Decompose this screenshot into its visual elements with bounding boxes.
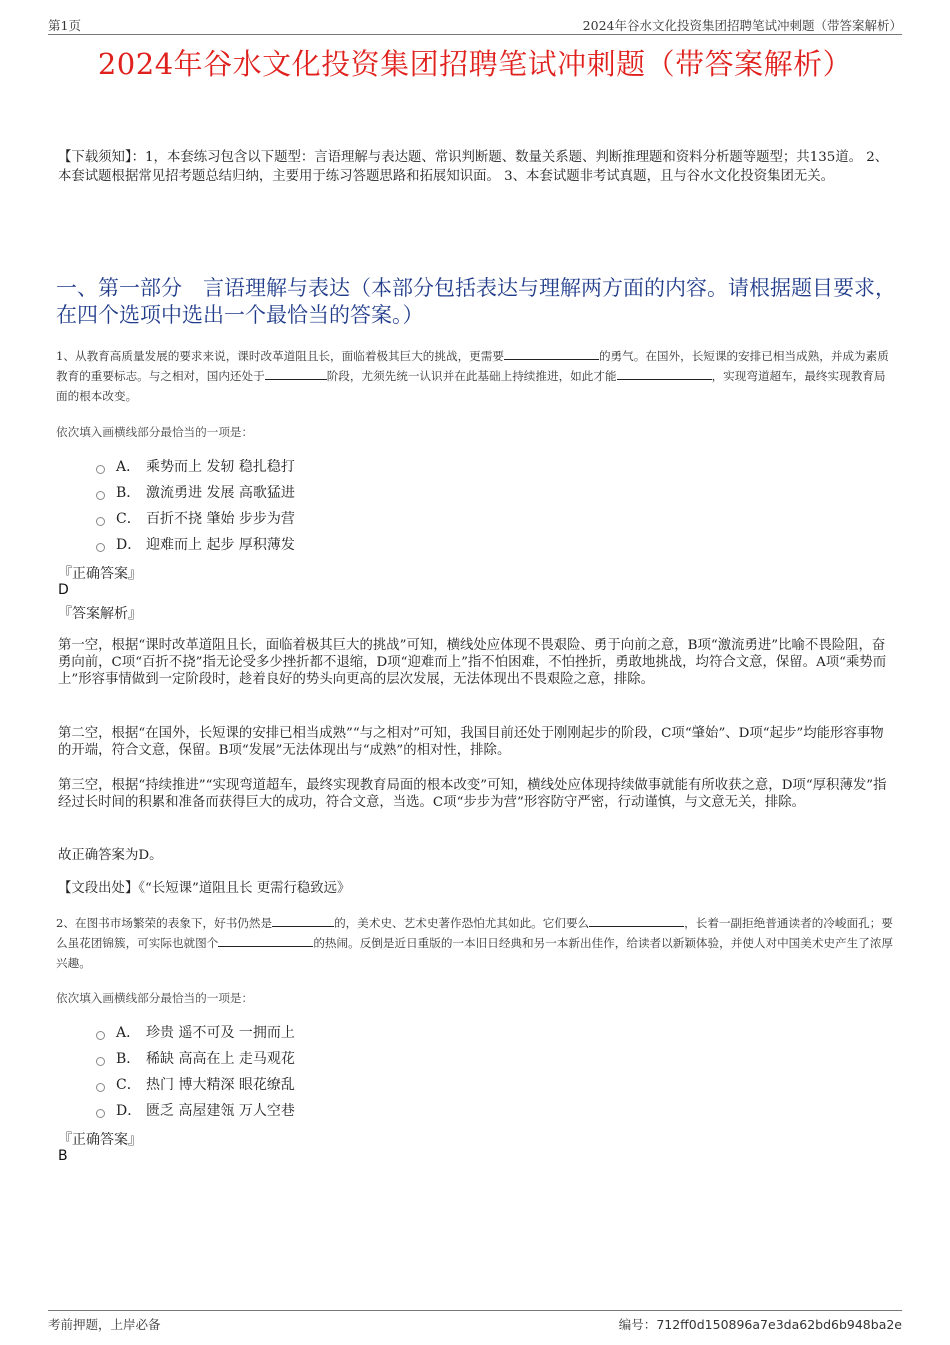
footer-code-value: 712ff0d150896a7e3da62bd6b948ba2e	[656, 1317, 902, 1332]
q1-blank-1	[504, 347, 599, 360]
option-letter: B．	[116, 485, 141, 501]
q1-options	[96, 453, 295, 557]
q1-analysis-label: 『答案解析』	[58, 606, 142, 622]
option-text: 百折不挠 肇始 步步为营	[146, 511, 295, 527]
option-text: 迎难而上 起步 厚积薄发	[146, 537, 295, 553]
q1-option-b[interactable]	[96, 479, 295, 505]
q1-stem-part-c: 阶段，尤须先统一认识并在此基础上持续推进，如此才能	[326, 369, 617, 383]
q2-stem-part-d: 的热闹。反倒是近日重版的一本旧日经典和另一本新出佳作，给读者以新颖体验，并使人对中国美术史产生了浓厚兴趣。	[56, 936, 894, 970]
q2-blank-1	[272, 914, 334, 927]
option-letter: A．	[116, 1025, 141, 1041]
q1-source: 【文段出处】《“长短课”道阻且长 更需行稳致远》	[58, 881, 351, 896]
q2-answer: B	[58, 1148, 68, 1164]
option-letter: C．	[116, 1077, 141, 1093]
q1-analysis-paragraph-3: 第三空，根据“持续推进”“实现弯道超车，最终实现教育局面的根本改变”可知，横线处应体现持续做事就能有所收获之意，D项“厚积薄发”指经过长时间的积累和准备而获得巨大的成功，符合文意，当选。C项“步步为营”形容防守严密，行动谨慎，与文意无关，排除。	[58, 778, 887, 810]
q1-analysis-paragraph-1: 第一空，根据“课时改革道阻且长，面临着极其巨大的挑战”可知，横线处应体现不畏艰险、勇于向前之意，B项“激流勇进”比喻不畏险阻，奋勇向前，C项“百折不挠”指无论受多少挫折都不退缩，D项“迎难而上”指不怕困难，不怕挫折，勇敢地挑战，均符合文意，保留。A项“乘势而上”形容事情做到一定阶段时，趁着良好的势头向更高的层次发展，无法体现出不畏艰险之意，排除。	[58, 638, 887, 687]
radio-icon[interactable]	[96, 1031, 105, 1040]
document-title: 2024年谷水文化投资集团招聘笔试冲刺题（带答案解析）	[97, 47, 853, 81]
q2-option-a[interactable]	[96, 1019, 295, 1045]
q1-stem-part-a: 1、从教育高质量发展的要求来说，课时改革道阻且长，面临着极其巨大的挑战，更需要	[56, 349, 504, 363]
radio-icon[interactable]	[96, 1057, 105, 1066]
q1-option-a[interactable]	[96, 453, 295, 479]
option-text: 热门 博大精深 眼花缭乱	[146, 1077, 295, 1093]
q2-options	[96, 1019, 295, 1123]
q2-option-c[interactable]	[96, 1071, 295, 1097]
q1-answer-label: 『正确答案』	[58, 566, 142, 582]
radio-icon[interactable]	[96, 465, 105, 474]
q2-stem-part-b: 的，美术史、艺术史著作恐怕尤其如此。它们要么	[334, 916, 590, 930]
question-1-stem	[56, 346, 894, 406]
option-text: 珍贵 遥不可及 一拥而上	[146, 1025, 295, 1041]
q2-stem-part-a: 2、在图书市场繁荣的表象下，好书仍然是	[56, 916, 273, 930]
radio-icon[interactable]	[96, 1083, 105, 1092]
option-letter: D．	[116, 1103, 142, 1119]
footer-slogan: 考前押题，上岸必备	[48, 1317, 161, 1332]
option-letter: B．	[116, 1051, 141, 1067]
footer-code	[619, 1315, 902, 1333]
download-notice: 【下载须知】：1，本套练习包含以下题型：言语理解与表达题、常识判断题、数量关系题、判断推理题和资料分析题等题型；共135道。 2、本套试题根据常见招考题总结归纳，主要用于练习答题思路和拓展知识面。 3、本套试题非考试真题，且与谷水文化投资集团无关。	[58, 150, 889, 184]
option-letter: C．	[116, 511, 141, 527]
q1-stem-part-d: ，实现弯道超车，最终实现教育局面的根本改变。	[56, 369, 886, 403]
q1-option-d[interactable]	[96, 531, 295, 557]
page-number: 第1页	[48, 18, 81, 33]
option-text: 稀缺 高高在上 走马观花	[146, 1051, 295, 1067]
q2-answer-label: 『正确答案』	[58, 1132, 142, 1148]
q2-instruction: 依次填入画横线部分最恰当的一项是：	[56, 991, 254, 1005]
section-heading: 一、第一部分 言语理解与表达（本部分包括表达与理解两方面的内容。请根据题目要求，在四个选项中选出一个最恰当的答案。）	[56, 276, 896, 327]
q1-option-c[interactable]	[96, 505, 295, 531]
q1-stem-part-b: 的勇气。在国外，长短课的安排已相当成熟，并成为素质教育的重要标志。与之相对，国内还处于	[56, 349, 889, 383]
page-footer	[48, 1310, 902, 1333]
option-letter: D．	[116, 537, 142, 553]
page-header	[48, 14, 902, 35]
radio-icon[interactable]	[96, 517, 105, 526]
option-letter: A．	[116, 459, 141, 475]
radio-icon[interactable]	[96, 543, 105, 552]
option-text: 乘势而上 发轫 稳扎稳打	[146, 459, 295, 475]
q1-answer: D	[58, 582, 69, 598]
option-text: 匮乏 高屋建瓴 万人空巷	[146, 1103, 295, 1119]
q1-blank-2	[265, 367, 327, 380]
q1-analysis-paragraph-2: 第二空，根据“在国外，长短课的安排已相当成熟”“与之相对”可知，我国目前还处于刚刚起步的阶段，C项“肇始”、D项“起步”均能形容事物的开端，符合文意，保留。B项“发展”无法体现出与“成熟”的相对性，排除。	[58, 726, 884, 758]
q1-analysis-conclusion: 故正确答案为D。	[58, 848, 163, 863]
option-text: 激流勇进 发展 高歌猛进	[146, 485, 295, 501]
q2-stem-part-c: ，长着一副拒绝普通读者的冷峻面孔；要么虽花团锦簇，可实际也就图个	[56, 916, 893, 950]
radio-icon[interactable]	[96, 491, 105, 500]
q2-blank-3	[218, 934, 313, 947]
q2-blank-2	[589, 914, 684, 927]
q2-option-d[interactable]	[96, 1097, 295, 1123]
header-doc-title: 2024年谷水文化投资集团招聘笔试冲刺题（带答案解析）	[582, 18, 902, 33]
footer-code-label: 编号：	[618, 1317, 657, 1332]
radio-icon[interactable]	[96, 1109, 105, 1118]
question-2-stem	[56, 913, 894, 973]
q1-instruction: 依次填入画横线部分最恰当的一项是：	[56, 425, 254, 439]
q1-blank-3	[617, 367, 712, 380]
q2-option-b[interactable]	[96, 1045, 295, 1071]
